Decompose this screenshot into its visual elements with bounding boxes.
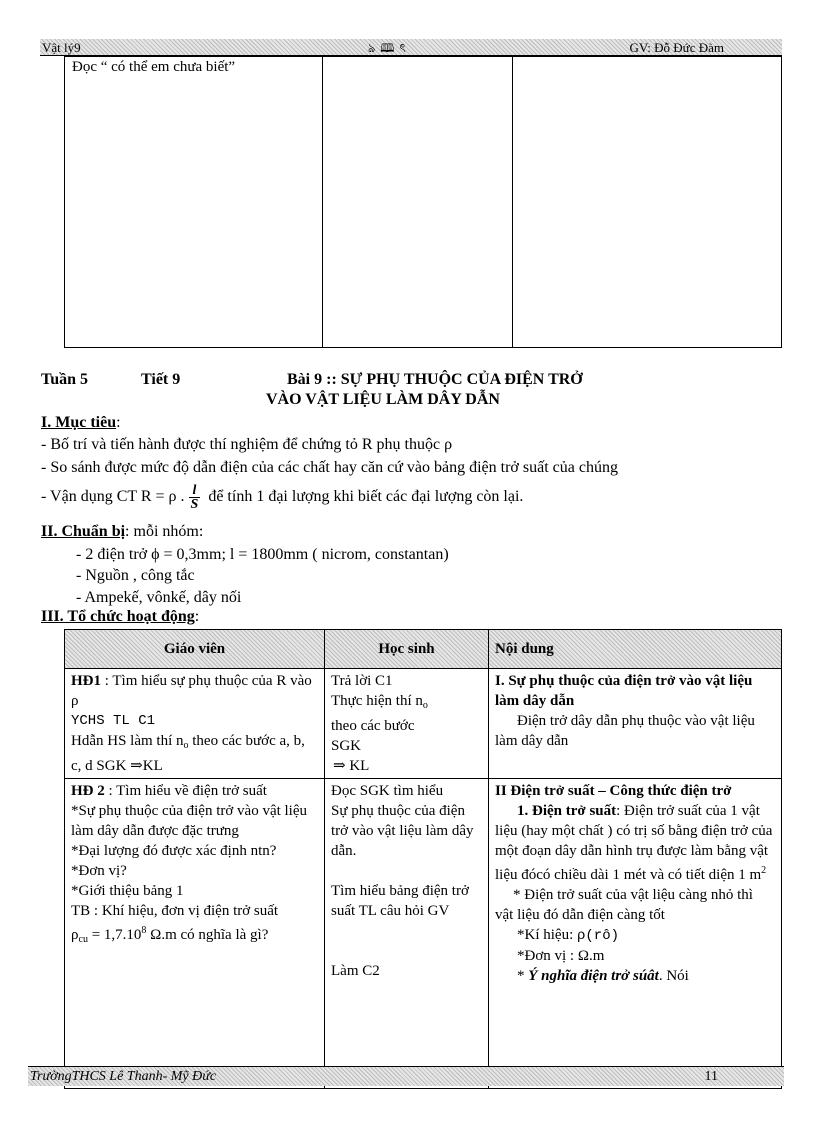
row1-student: Trả lời C1 Thực hiện thí $n_o$ theo các bước SGK ⇒ KL xyxy=(325,669,489,779)
page-header xyxy=(40,39,782,56)
table-header-row xyxy=(65,630,782,669)
objectives-heading: I. Mục tiêu: xyxy=(41,414,121,431)
top-table-cell-2 xyxy=(323,57,513,348)
top-table-cell-3 xyxy=(513,57,782,348)
column-header-content: Nội dung xyxy=(489,630,782,669)
footer-school: TrườngTHCS Lê Thanh- Mỹ Đức xyxy=(30,1069,217,1084)
preparation-heading: II. Chuẩn bị: mỗi nhóm: xyxy=(41,523,204,540)
table-row xyxy=(65,669,782,779)
header-subject: Vật lý9 xyxy=(42,40,81,55)
lesson-period: Tiết 9 xyxy=(141,371,181,388)
top-table-cell-1: Đọc “ có thể em chưa biết” xyxy=(65,57,323,348)
lesson-title-line-2: VÀO VẬT LIỆU LÀM DÂY DẪN xyxy=(266,391,500,408)
row2-content: II Điện trở suất – Công thức điện trở 1. Điện trở suất: Điện trở suất của 1 vật liệu (hay một chất ) có trị số bằng điện trở của một đoạn dây dẫn hình trụ được làm bằng vật liệu đócó chiều dài 1 mét và có tiết diện 1 $m^2$ * Điện trở suất của vật liệu càng nhỏ thì vật liệu đó dẫn điện càng tốt *Kí hiệu: ρ(rô) *Đơn vị : Ω.m * Ý nghĩa điện trở súât. Nói xyxy=(489,779,782,1089)
preparation-item-1: - 2 điện trở ϕ = 0,3mm; l = 1800mm ( nicrom, constantan) xyxy=(76,546,449,563)
objective-item-3: - Vận dụng CT R = ρ . $\frac{l}{S}$ để tính 1 đại lượng khi biết các đại lượng còn lại. xyxy=(41,482,524,512)
column-header-teacher: Giáo viên xyxy=(65,630,325,669)
activities-table xyxy=(64,629,782,1089)
row1-content: I. Sự phụ thuộc của điện trở vào vật liệu làm dây dẫn Điện trở dây dẫn phụ thuộc vào vật liệu làm dây dẫn xyxy=(489,669,782,779)
column-header-student: Học sinh xyxy=(325,630,489,669)
row2-teacher: HĐ 2 : Tìm hiểu về điện trở suất *Sự phụ thuộc của điện trở vào vật liệu làm dây dẫn được đặc trưng *Đại lượng đó được xác định ntn? *Đơn vị? *Giới thiệu bảng 1 TB : Khí hiệu, đơn vị điện trở suất $\rho_{cu} = 1,7.10^8$ Ω.m có nghĩa là gì? xyxy=(65,779,325,1089)
objective-item-2: - So sánh được mức độ dẫn điện của các chất hay căn cứ vào bảng điện trở suất của chúng xyxy=(41,459,618,476)
activities-heading: III. Tổ chức hoạt động: xyxy=(41,608,200,625)
preparation-item-3: - Ampekế, vônkế, dây nối xyxy=(76,589,242,606)
page-number: 11 xyxy=(704,1069,718,1084)
lesson-title-line-1: Bài 9 :: SỰ PHỤ THUỘC CỦA ĐIỆN TRỞ xyxy=(287,371,583,388)
objective-item-1: - Bố trí và tiến hành được thí nghiệm để chứng tỏ R phụ thuộc ρ xyxy=(41,436,453,453)
formula-fraction: $\frac{l}{S}$ xyxy=(190,482,199,512)
table-row xyxy=(65,779,782,1089)
preparation-item-2: - Nguồn , công tắc xyxy=(76,567,195,584)
row1-teacher: HĐ1 : Tìm hiểu sự phụ thuộc của R vào ρ YCHS TL C1 Hdẫn HS làm thí $n_o$ theo các bước a, b, c, d SGK ⇒KL xyxy=(65,669,325,779)
header-teacher: GV: Đỗ Đức Đàm xyxy=(629,40,724,55)
top-table xyxy=(64,56,782,348)
page-footer xyxy=(28,1066,784,1086)
lesson-week: Tuần 5 xyxy=(41,371,88,388)
header-ornament: ঌ 🕮 ৎ xyxy=(368,41,407,55)
row2-student: Đọc SGK tìm hiểu Sự phụ thuộc của điện trở vào vật liệu làm dây dẫn. Tìm hiểu bảng điện trở suất TL câu hỏi GV Làm C2 xyxy=(325,779,489,1089)
